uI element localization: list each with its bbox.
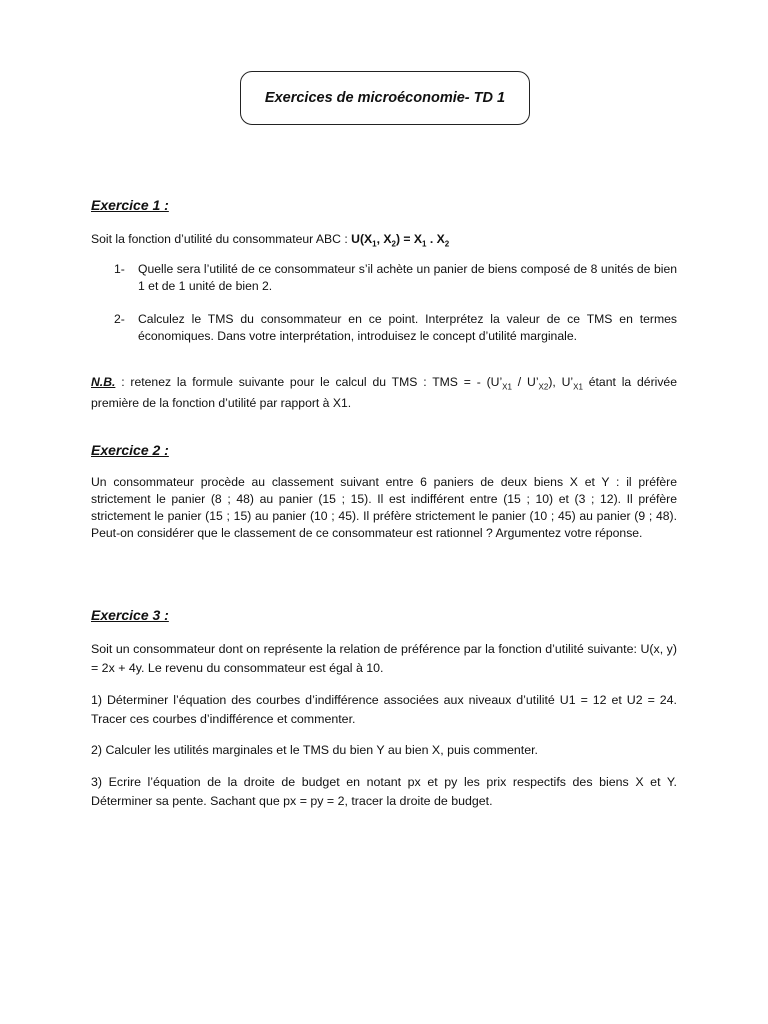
page-title: Exercices de microéconomie- TD 1 bbox=[264, 90, 506, 106]
exercise-3-question-1: 1) Déterminer l’équation des courbes d’indifférence associées aux niveaux d’utilité U1 = 12 et U2 = 24. Tracer ces courbes d’indifférence et commenter. bbox=[91, 693, 677, 726]
question-text: Quelle sera l’utilité de ce consommateur s’il achète un panier de biens composé de 8 unités de bien 1 et de 1 unité de bien 2. bbox=[138, 262, 677, 293]
exercise-1-heading: Exercice 1 : bbox=[91, 197, 169, 213]
exercise-3-intro: Soit un consommateur dont on représente la relation de préférence par la fonction d’utilité suivante: U(x, y) = 2x + 4y. Le revenu du consommateur est égal à 10. bbox=[91, 642, 677, 675]
question-number: 1- bbox=[114, 262, 125, 276]
title-box bbox=[240, 71, 530, 125]
exercise-2-heading: Exercice 2 : bbox=[91, 442, 169, 458]
exercise-1-note: N.B. : retenez la formule suivante pour le calcul du TMS : TMS = - ($U’_{X1}$ / $U’_{X2}$), $U’_{X1}$ étant la dérivée première de la fonction d’utilité par rapport à X1. bbox=[91, 375, 677, 411]
utility-formula: $U(X_1$, $X_2) = X_1$ . $X_2$ bbox=[351, 232, 450, 249]
exercise-1-intro-text: Soit la fonction d’utilité du consommateur ABC : bbox=[91, 232, 352, 246]
exercise-1-question-2 bbox=[114, 311, 677, 345]
exercise-3-question-3: 3) Ecrire l’équation de la droite de budget en notant px et py les prix respectifs des biens X et Y. Déterminer sa pente. Sachant que px = py = 2, tracer la droite de budget. bbox=[91, 775, 677, 808]
exercise-1-question-1 bbox=[114, 261, 677, 295]
exercise-1-intro bbox=[91, 231, 677, 252]
exercise-3-question-2: 2) Calculer les utilités marginales et le TMS du bien Y au bien X, puis commenter. bbox=[91, 743, 538, 757]
exercise-3-heading: Exercice 3 : bbox=[91, 607, 169, 623]
note-label: N.B. bbox=[91, 375, 116, 389]
exercise-2-text: Un consommateur procède au classement suivant entre 6 paniers de deux biens X et Y : il préfère strictement le panier (8 ; 48) au panier (15 ; 15). Il est indifférent entre (15 ; 10) et (3 ; 12). Il préfère strictement le panier (15 ; 15) au panier (10 ; 45). Il préfère strictement le panier (10 ; 45) au panier (9 ; 48). Peut-on considérer que le classement de ce consommateur est rationnel ? Argumentez votre réponse. bbox=[91, 475, 677, 540]
question-text: Calculez le TMS du consommateur en ce point. Interprétez la valeur de ce TMS en termes économiques. Dans votre interprétation, introduisez le concept d’utilité marginale. bbox=[138, 312, 677, 343]
question-number: 2- bbox=[114, 312, 125, 326]
